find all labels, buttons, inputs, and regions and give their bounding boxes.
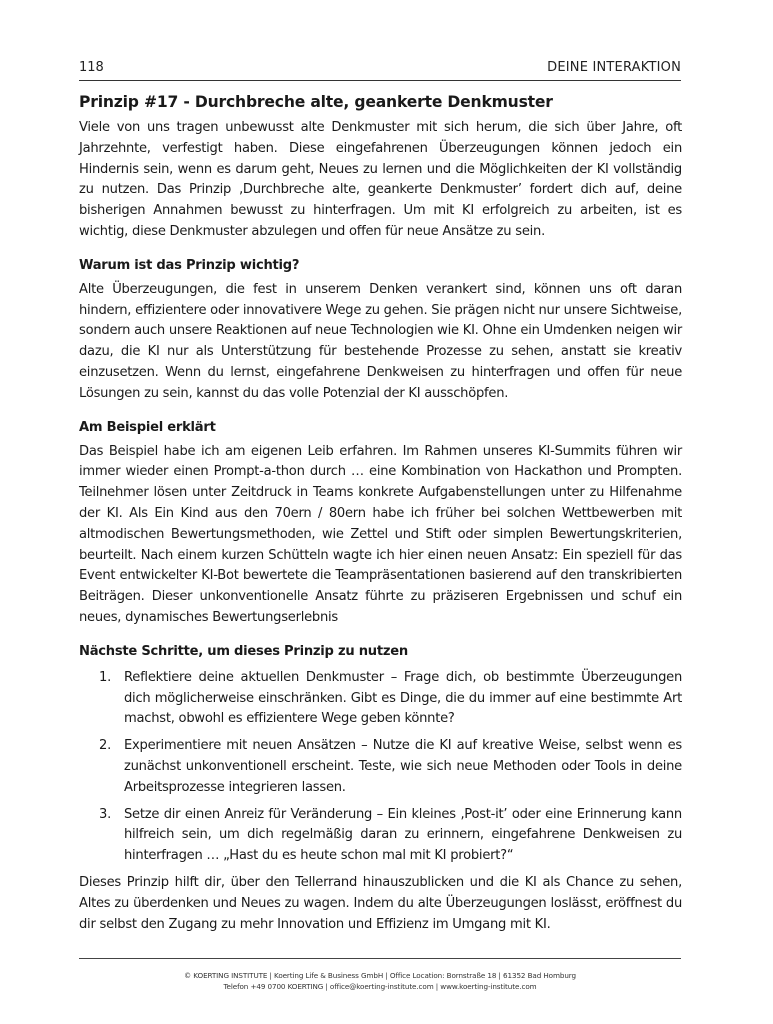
page-header	[79, 58, 681, 81]
footer-line-contact: Telefon +49 0700 KOERTING | office@koerting-institute.com | www.koerting-institute.com	[223, 981, 537, 991]
step-number: 2.	[99, 738, 111, 754]
step-text: – Ein kleines ‚Post-it’ oder eine Erinnerung kann hilfreich sein, um dich regelmäßig daran zu erinnern, eingefahrene Denkweisen zu hinterfragen … „Hast du es heute schon mal mit KI probiert?“	[124, 806, 682, 864]
why-heading: Warum ist das Prinzip wichtig?	[79, 257, 300, 273]
step-text: – Nutze die KI auf kreative Weise, selbst wenn es zunächst unkonventionell erscheint. Teste, wie sich neue Methoden oder Tools in deine Arbeitsprozesse integrieren lassen.	[124, 738, 682, 795]
closing-paragraph: Dieses Prinzip hilft dir, über den Tellerrand hinauszublicken und die KI als Chance zu sehen, Altes zu überdenken und Neues zu wagen. Indem du alte Überzeugungen loslässt, eröffnest du dir selbst den Zugang zu mehr Innovation und Effizienz im Umgang mit KI.	[79, 874, 682, 932]
list-item	[99, 805, 682, 867]
intro-paragraph: Viele von uns tragen unbewusst alte Denkmuster mit sich herum, die sich über Jahre, oft Jahrzehnte, verfestigt haben. Diese eingefahrenen Überzeugungen können jedoch ein Hindernis sein, wenn es darum geht, Neues zu lernen und die Möglichkeiten der KI vollständig zu nutzen. Das Prinzip ‚Durchbreche alte, geankerte Denkmuster’ fordert dich auf, deine bisherigen Annahmen bewusst zu hinterfragen. Um mit KI erfolgreich zu arbeiten, ist es wichtig, diese Denkmuster abzulegen und offen für neue Ansätze zu sein.	[79, 120, 682, 239]
step-heading: Experimentiere mit neuen Ansätzen	[124, 738, 356, 754]
next-steps-list	[79, 668, 682, 867]
footer-divider	[79, 958, 681, 959]
page-content	[79, 90, 682, 935]
list-item	[99, 668, 682, 730]
footer-line-company: © KOERTING INSTITUTE | Koerting Life & Business GmbH | Office Location: Bornstraße 18 | 61352 Bad Homburg	[184, 971, 576, 980]
example-paragraph: Das Beispiel habe ich am eigenen Leib erfahren. Im Rahmen unseres KI-Summits führen wir immer wieder einen Prompt-a-thon durch … eine Kombination von Hackathon und Prompten. Teilnehmer lösen unter Zeitdruck in Teams konkrete Aufgabenstellungen unter zu Hilfenahme der KI. Als Ein Kind aus den 70ern / 80ern habe ich früher bei solchen Wettbewerben mit altmodischen Bewertungsmethoden, wie Zettel und Stift oder simplen Bewertungskriterien, beurteilt. Nach einem kurzen Schütteln wagte ich hier einen neuen Ansatz: Ein speziell für das Event entwickelter KI-Bot bewertete die Teampräsentationen basierend auf den transkribierten Beiträgen. Dieser unkonventionelle Ansatz führte zu präziseren Ergebnissen und schuf ein neues, dynamisches Bewertungserlebnis	[79, 443, 682, 625]
principle-title: Prinzip #17 - Durchbreche alte, geankerte Denkmuster	[79, 93, 553, 111]
list-item	[99, 736, 682, 798]
section-title: DEINE INTERAKTION	[547, 60, 681, 75]
why-paragraph: Alte Überzeugungen, die fest in unserem Denken verankert sind, können uns oft daran hindern, effizientere oder innovativere Wege zu gehen. Sie prägen nicht nur unsere Sichtweise, sondern auch unsere Reaktionen auf neue Technologien wie KI. Ohne ein Umdenken neigen wir dazu, die KI nur als Unterstützung für bestehende Prozesse zu sehen, anstatt sie kreativ einzusetzen. Wenn du lernst, eingefahrene Denkweisen zu hinterfragen und offen für neue Lösungen zu sein, kannst du das volle Potenzial der KI ausschöpfen.	[79, 281, 682, 401]
step-number: 3.	[99, 806, 111, 822]
step-heading: Reflektiere deine aktuellen Denkmuster	[124, 669, 384, 685]
step-text: – Frage dich, ob bestimmte Überzeugungen dich möglicherweise einschränken. Gibt es Dinge, die du immer auf eine bestimmte Art machst, obwohl es effizientere Wege geben könnte?	[124, 669, 682, 727]
step-heading: Setze dir einen Anreiz für Veränderung	[124, 806, 373, 822]
example-heading: Am Beispiel erklärt	[79, 419, 216, 435]
next-steps-heading: Nächste Schritte, um dieses Prinzip zu nutzen	[79, 643, 408, 659]
page-number: 118	[79, 60, 104, 75]
page-footer	[79, 971, 681, 992]
step-number: 1.	[99, 669, 111, 685]
